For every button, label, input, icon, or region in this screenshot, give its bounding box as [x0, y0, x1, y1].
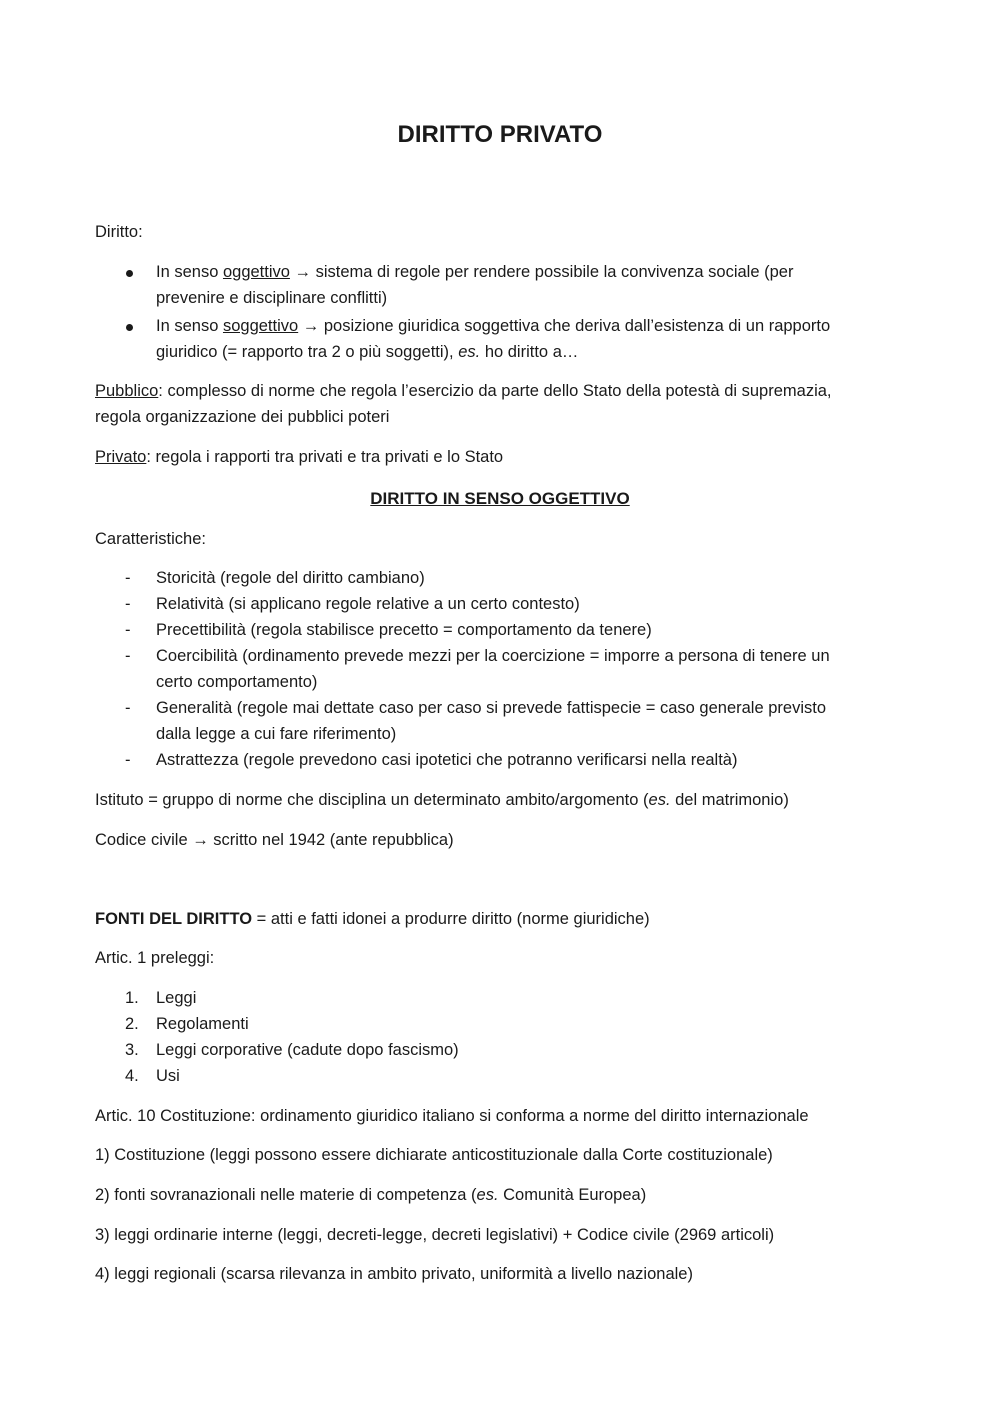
es-abbrev: es.: [648, 791, 671, 809]
term-privato: Privato: [95, 448, 147, 466]
fonti-line: [95, 910, 650, 930]
bullet-prefix: In senso: [156, 263, 223, 281]
es-abbrev: es.: [476, 1186, 499, 1204]
dash-marker: -: [125, 647, 131, 665]
list-number: 4.: [125, 1067, 139, 1085]
bullet-oggettivo-line1: [156, 263, 793, 283]
fonti-text: = atti e fatti idonei a produrre diritto (norme giuridiche): [252, 910, 650, 928]
term-soggettivo: soggettivo: [222, 317, 299, 335]
privato-line: [95, 448, 503, 468]
preleggi-label: Artic. 1 preleggi:: [95, 949, 215, 967]
arrow-icon: →: [289, 263, 316, 281]
list-item-leggi-corporative: Leggi corporative (cadute dopo fascismo): [156, 1041, 459, 1059]
bullet-text: giuridico (= rapporto tra 2 o più soggetti),: [156, 343, 459, 361]
bullet-soggettivo-line2: [156, 343, 578, 363]
pubblico-line2: regola organizzazione dei pubblici poteri: [95, 408, 390, 426]
codice-line: [95, 831, 454, 851]
istituto-line: [95, 791, 789, 811]
fonte-text: Comunità Europea): [498, 1186, 647, 1204]
list-item-usi: Usi: [156, 1067, 180, 1085]
section-heading-text: DIRITTO IN SENSO OGGETTIVO: [370, 489, 630, 508]
codice-text: Codice civile: [95, 831, 193, 849]
term-pubblico: Pubblico: [95, 382, 159, 400]
list-number: 3.: [125, 1041, 139, 1059]
art10-line: Artic. 10 Costituzione: ordinamento giuridico italiano si conforma a norme del diritto internazionale: [95, 1107, 809, 1125]
caratteristiche-label: Caratteristiche:: [95, 530, 206, 548]
bullet-icon: [126, 270, 133, 277]
fonte-1-line: 1) Costituzione (leggi possono essere dichiarate anticostituzionale dalla Corte costituzionale): [95, 1146, 773, 1164]
fonte-3-line: 3) leggi ordinarie interne (leggi, decreti-legge, decreti legislativi) + Codice civile (2969 articoli): [95, 1226, 775, 1244]
bullet-text: sistema di regole per rendere possibile la convivenza sociale (per: [315, 263, 794, 281]
arrow-icon: →: [192, 831, 209, 849]
term-oggettivo: oggettivo: [222, 263, 290, 281]
list-item-relativita: Relatività (si applicano regole relative a un certo contesto): [156, 595, 580, 613]
bullet-text: posizione giuridica soggettiva che deriva dall’esistenza di un rapporto: [323, 317, 831, 335]
dash-marker: -: [125, 621, 131, 639]
fonte-4-line: 4) leggi regionali (scarsa rilevanza in ambito privato, uniformità a livello nazionale): [95, 1265, 693, 1283]
dash-marker: -: [125, 699, 131, 717]
bullet-icon: [126, 324, 133, 331]
privato-text: : regola i rapporti tra privati e tra privati e lo Stato: [146, 448, 504, 466]
list-number: 2.: [125, 1015, 139, 1033]
istituto-text: del matrimonio): [670, 791, 789, 809]
list-item-regolamenti: Regolamenti: [156, 1015, 249, 1033]
bullet-soggettivo-line1: [156, 317, 830, 337]
page-title: DIRITTO PRIVATO: [397, 121, 603, 148]
list-item-astrattezza: Astrattezza (regole prevedono casi ipotetici che potranno verificarsi nella realtà): [156, 751, 738, 769]
fonte-2-line: [95, 1186, 646, 1206]
list-item-generalita-cont: dalla legge a cui fare riferimento): [156, 725, 397, 743]
pubblico-line1: [95, 382, 832, 402]
list-item-precettibilita: Precettibilità (regola stabilisce precetto = comportamento da tenere): [156, 621, 652, 639]
list-item-coercibilita: Coercibilità (ordinamento prevede mezzi per la coercizione = imporre a persona di tenere un: [156, 647, 830, 665]
codice-text: scritto nel 1942 (ante repubblica): [208, 831, 454, 849]
list-number: 1.: [125, 989, 139, 1007]
list-item-generalita: Generalità (regole mai dettate caso per caso si prevede fattispecie = caso generale previsto: [156, 699, 826, 717]
istituto-text: Istituto = gruppo di norme che disciplina un determinato ambito/argomento (: [95, 791, 649, 809]
diritto-label: Diritto:: [95, 223, 143, 241]
list-item-storicita: Storicità (regole del diritto cambiano): [156, 569, 425, 587]
list-item-coercibilita-cont: certo comportamento): [156, 673, 318, 691]
dash-marker: -: [125, 595, 131, 613]
list-item-leggi: Leggi: [156, 989, 197, 1007]
fonte-text: 2) fonti sovranazionali nelle materie di competenza (: [95, 1186, 477, 1204]
bullet-oggettivo-line2: prevenire e disciplinare conflitti): [156, 289, 388, 307]
bullet-text: ho diritto a…: [480, 343, 579, 361]
section-heading-oggettivo: [0, 489, 1000, 509]
bullet-prefix: In senso: [156, 317, 223, 335]
dash-marker: -: [125, 569, 131, 587]
arrow-icon: →: [298, 317, 324, 335]
pubblico-text: : complesso di norme che regola l’esercizio da parte dello Stato della potestà di supremazia,: [158, 382, 832, 400]
fonti-heading: FONTI DEL DIRITTO: [95, 910, 253, 928]
es-abbrev: es.: [458, 343, 481, 361]
dash-marker: -: [125, 751, 131, 769]
